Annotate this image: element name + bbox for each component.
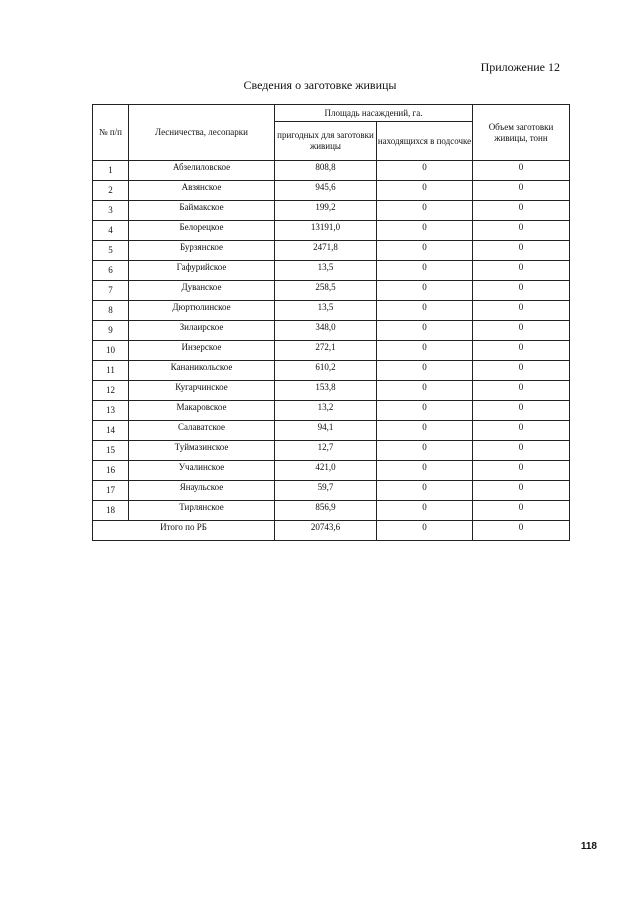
row-num: 11	[93, 361, 129, 381]
col-header-area-group: Площадь насаждений, га.	[275, 105, 473, 122]
row-num: 9	[93, 321, 129, 341]
row-suitable: 856,9	[275, 501, 377, 521]
row-volume: 0	[473, 441, 570, 461]
row-num: 18	[93, 501, 129, 521]
row-num: 2	[93, 181, 129, 201]
row-tapping: 0	[377, 441, 473, 461]
row-suitable: 808,8	[275, 161, 377, 181]
row-tapping: 0	[377, 221, 473, 241]
row-num: 4	[93, 221, 129, 241]
row-tapping: 0	[377, 181, 473, 201]
row-name: Янаульское	[129, 481, 275, 501]
total-tapping: 0	[377, 521, 473, 541]
col-header-forestry: Лесничества, лесопарки	[129, 105, 275, 161]
row-volume: 0	[473, 381, 570, 401]
row-volume: 0	[473, 181, 570, 201]
total-volume: 0	[473, 521, 570, 541]
row-suitable: 13,5	[275, 301, 377, 321]
col-header-volume: Объем заготовки живицы, тонн	[473, 105, 570, 161]
row-num: 7	[93, 281, 129, 301]
row-num: 6	[93, 261, 129, 281]
table-row	[93, 301, 570, 321]
row-tapping: 0	[377, 241, 473, 261]
row-volume: 0	[473, 241, 570, 261]
row-volume: 0	[473, 501, 570, 521]
table-row	[93, 481, 570, 501]
row-num: 13	[93, 401, 129, 421]
row-tapping: 0	[377, 301, 473, 321]
row-num: 14	[93, 421, 129, 441]
row-suitable: 258,5	[275, 281, 377, 301]
row-tapping: 0	[377, 421, 473, 441]
row-volume: 0	[473, 461, 570, 481]
table-row	[93, 461, 570, 481]
row-tapping: 0	[377, 381, 473, 401]
row-tapping: 0	[377, 261, 473, 281]
table-row	[93, 241, 570, 261]
row-tapping: 0	[377, 281, 473, 301]
col-header-tapping: находящихся в подсочке	[377, 122, 473, 161]
row-name: Кугарчинское	[129, 381, 275, 401]
total-label: Итого по РБ	[93, 521, 275, 541]
row-num: 12	[93, 381, 129, 401]
row-tapping: 0	[377, 401, 473, 421]
row-suitable: 12,7	[275, 441, 377, 461]
row-name: Макаровское	[129, 401, 275, 421]
row-suitable: 272,1	[275, 341, 377, 361]
row-num: 5	[93, 241, 129, 261]
table-row	[93, 421, 570, 441]
row-tapping: 0	[377, 321, 473, 341]
row-suitable: 2471,8	[275, 241, 377, 261]
row-suitable: 945,6	[275, 181, 377, 201]
row-suitable: 348,0	[275, 321, 377, 341]
table-row	[93, 361, 570, 381]
row-volume: 0	[473, 301, 570, 321]
total-suitable: 20743,6	[275, 521, 377, 541]
row-suitable: 421,0	[275, 461, 377, 481]
row-volume: 0	[473, 401, 570, 421]
row-name: Баймакское	[129, 201, 275, 221]
row-num: 10	[93, 341, 129, 361]
row-suitable: 94,1	[275, 421, 377, 441]
row-name: Гафурийское	[129, 261, 275, 281]
appendix-label: Приложение 12	[480, 60, 560, 74]
row-tapping: 0	[377, 361, 473, 381]
row-suitable: 13,2	[275, 401, 377, 421]
row-volume: 0	[473, 161, 570, 181]
row-volume: 0	[473, 321, 570, 341]
row-name: Тирлянское	[129, 501, 275, 521]
row-volume: 0	[473, 221, 570, 241]
row-volume: 0	[473, 481, 570, 501]
row-suitable: 153,8	[275, 381, 377, 401]
row-tapping: 0	[377, 201, 473, 221]
table-row	[93, 381, 570, 401]
table-row	[93, 401, 570, 421]
row-num: 16	[93, 461, 129, 481]
row-name: Салаватское	[129, 421, 275, 441]
table-row	[93, 341, 570, 361]
table-row	[93, 501, 570, 521]
row-name: Туймазинское	[129, 441, 275, 461]
table-row	[93, 161, 570, 181]
row-num: 1	[93, 161, 129, 181]
row-name: Инзерское	[129, 341, 275, 361]
row-tapping: 0	[377, 161, 473, 181]
row-suitable: 610,2	[275, 361, 377, 381]
col-header-suitable: пригодных для заготовки живицы	[275, 122, 377, 161]
resin-table	[92, 104, 570, 541]
table-total-row	[93, 521, 570, 541]
row-tapping: 0	[377, 481, 473, 501]
row-volume: 0	[473, 361, 570, 381]
row-num: 15	[93, 441, 129, 461]
table-row	[93, 321, 570, 341]
row-name: Кананикольское	[129, 361, 275, 381]
row-num: 8	[93, 301, 129, 321]
row-suitable: 59,7	[275, 481, 377, 501]
row-name: Абзелиловское	[129, 161, 275, 181]
row-volume: 0	[473, 261, 570, 281]
row-name: Белорецкое	[129, 221, 275, 241]
row-suitable: 13191,0	[275, 221, 377, 241]
row-name: Зилаирское	[129, 321, 275, 341]
table-row	[93, 281, 570, 301]
col-header-num: № п/п	[93, 105, 129, 161]
row-volume: 0	[473, 201, 570, 221]
row-tapping: 0	[377, 461, 473, 481]
row-name: Авзянское	[129, 181, 275, 201]
row-tapping: 0	[377, 341, 473, 361]
row-volume: 0	[473, 341, 570, 361]
row-name: Учалинское	[129, 461, 275, 481]
table-row	[93, 441, 570, 461]
row-volume: 0	[473, 281, 570, 301]
row-volume: 0	[473, 421, 570, 441]
table-row	[93, 181, 570, 201]
table-row	[93, 221, 570, 241]
row-num: 3	[93, 201, 129, 221]
table-row	[93, 261, 570, 281]
row-num: 17	[93, 481, 129, 501]
row-suitable: 13,5	[275, 261, 377, 281]
row-name: Дуванское	[129, 281, 275, 301]
row-name: Бурзянское	[129, 241, 275, 261]
page-number: 118	[580, 841, 597, 852]
row-name: Дюртюлинское	[129, 301, 275, 321]
row-tapping: 0	[377, 501, 473, 521]
table-row	[93, 201, 570, 221]
document-title: Сведения о заготовке живицы	[243, 78, 397, 92]
row-suitable: 199,2	[275, 201, 377, 221]
